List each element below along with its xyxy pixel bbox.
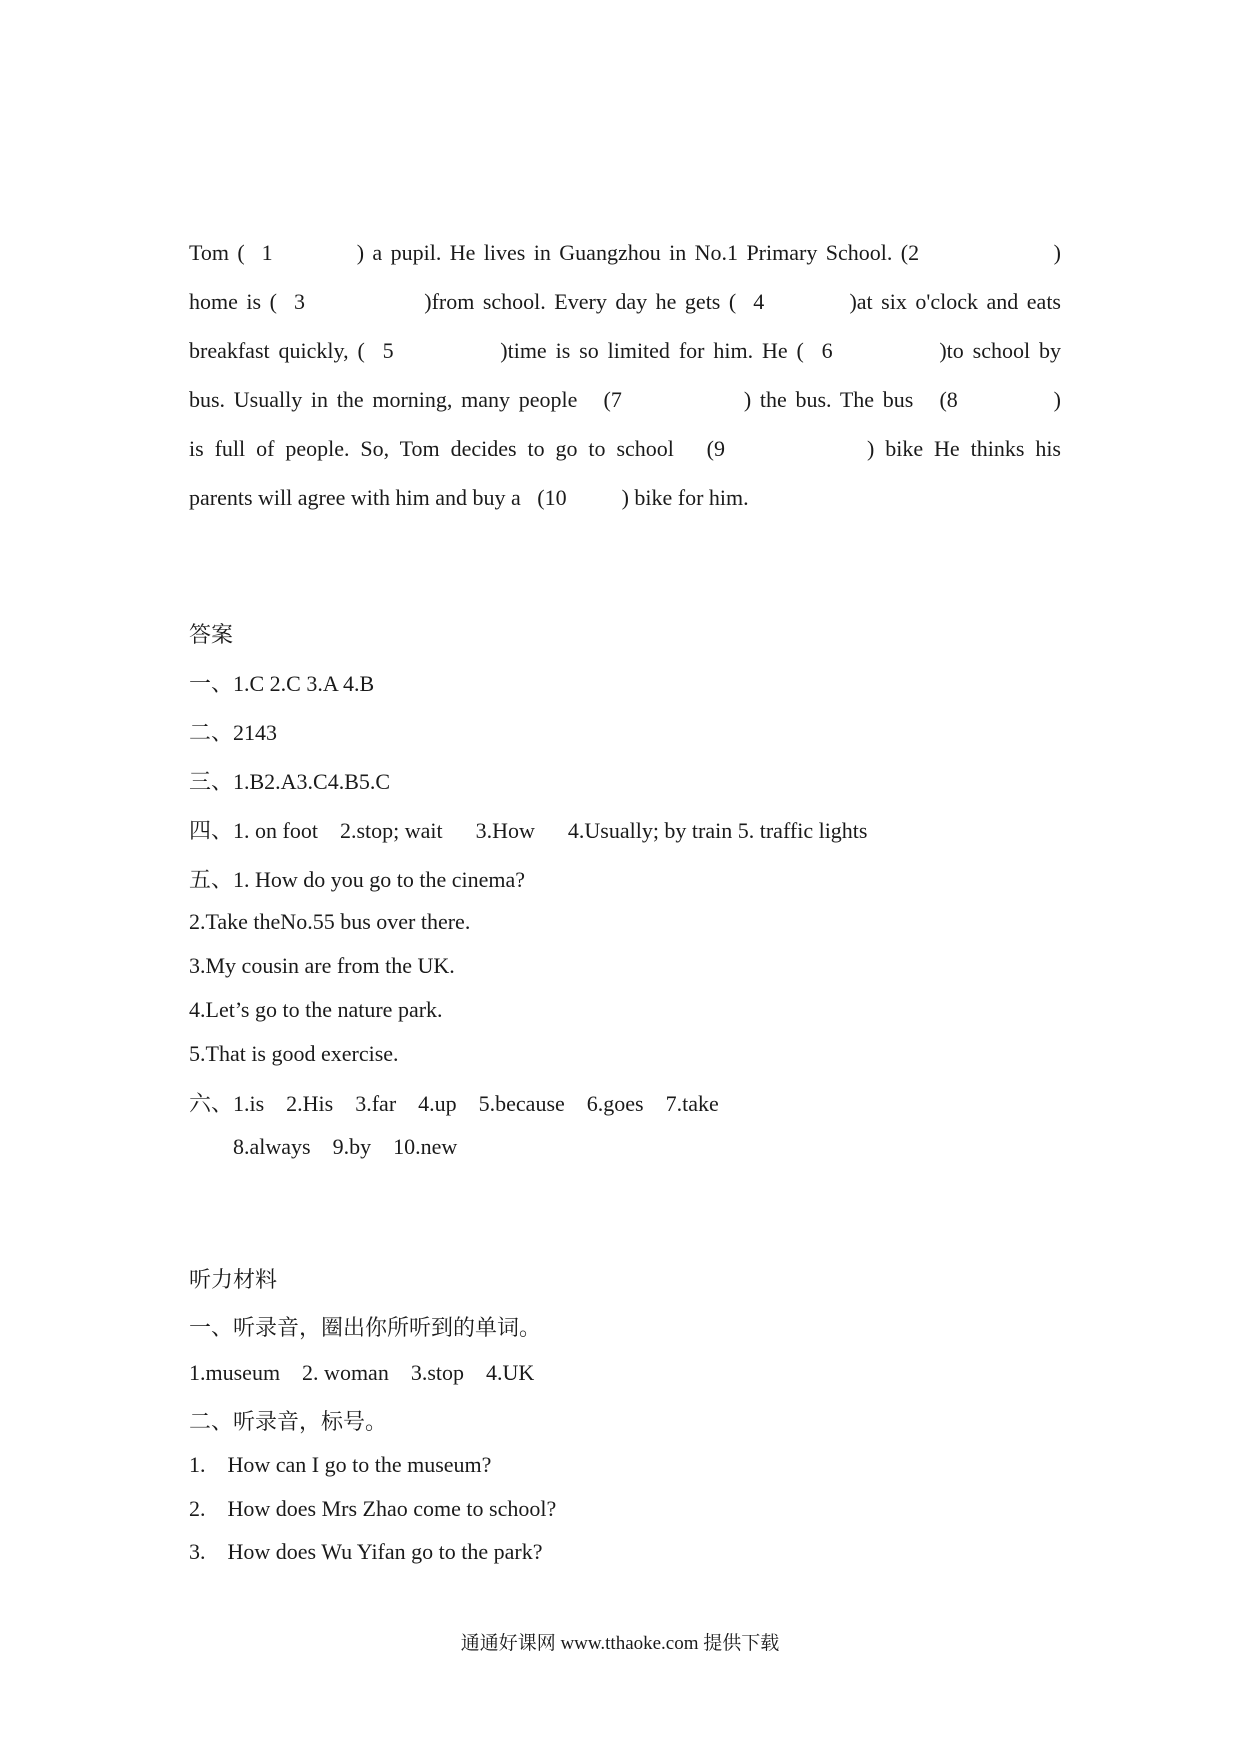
listening-section1-words: 1.museum 2. woman 3.stop 4.UK <box>189 1360 535 1385</box>
passage-line: home is ( 3 )from school. Every day he gets ( 4 )at six o'clock and eats <box>189 289 1061 314</box>
answer-line: 三、1.B2.A3.C4.B5.C <box>189 769 391 794</box>
passage-line: parents will agree with him and buy a (10 ) bike for him. <box>189 485 749 510</box>
passage-line: bus. Usually in the morning, many people (7 ) the bus. The bus (8 ) <box>189 387 1061 412</box>
passage-line: Tom ( 1 ) a pupil. He lives in Guangzhou in No.1 Primary School. (2 ) <box>189 240 1061 265</box>
answer-line: 五、1. How do you go to the cinema? <box>189 867 526 892</box>
answers-title: 答案 <box>189 622 234 647</box>
answer-line: 二、2143 <box>189 720 278 745</box>
listening-item: 2. How does Mrs Zhao come to school? <box>189 1496 557 1521</box>
listening-item: 3. How does Wu Yifan go to the park? <box>189 1539 543 1564</box>
answer-line: 一、1.C 2.C 3.A 4.B <box>189 671 375 696</box>
listening-item: 1. How can I go to the museum? <box>189 1452 492 1477</box>
passage-line: breakfast quickly, ( 5 )time is so limited for him. He ( 6 )to school by <box>189 338 1061 363</box>
answer-line: 8.always 9.by 10.new <box>189 1134 458 1159</box>
listening-section2-title: 二、听录音，标号。 <box>189 1409 388 1434</box>
answer-line: 四、1. on foot 2.stop; wait 3.How 4.Usually; by train 5. traffic lights <box>189 818 868 843</box>
listening-title: 听力材料 <box>189 1267 278 1292</box>
answer-line: 5.That is good exercise. <box>189 1041 399 1066</box>
page-footer: 通通好课网 www.tthaoke.com 提供下载 <box>460 1633 780 1654</box>
answer-line: 2.Take theNo.55 bus over there. <box>189 909 471 934</box>
answer-line: 3.My cousin are from the UK. <box>189 953 455 978</box>
passage-line: is full of people. So, Tom decides to go to school (9 ) bike He thinks his <box>189 436 1061 461</box>
listening-section1-title: 一、听录音，圈出你所听到的单词。 <box>189 1315 542 1340</box>
answer-line: 六、1.is 2.His 3.far 4.up 5.because 6.goes 7.take <box>189 1091 719 1116</box>
answer-line: 4.Let’s go to the nature park. <box>189 997 443 1022</box>
cloze-passage <box>189 228 1061 522</box>
